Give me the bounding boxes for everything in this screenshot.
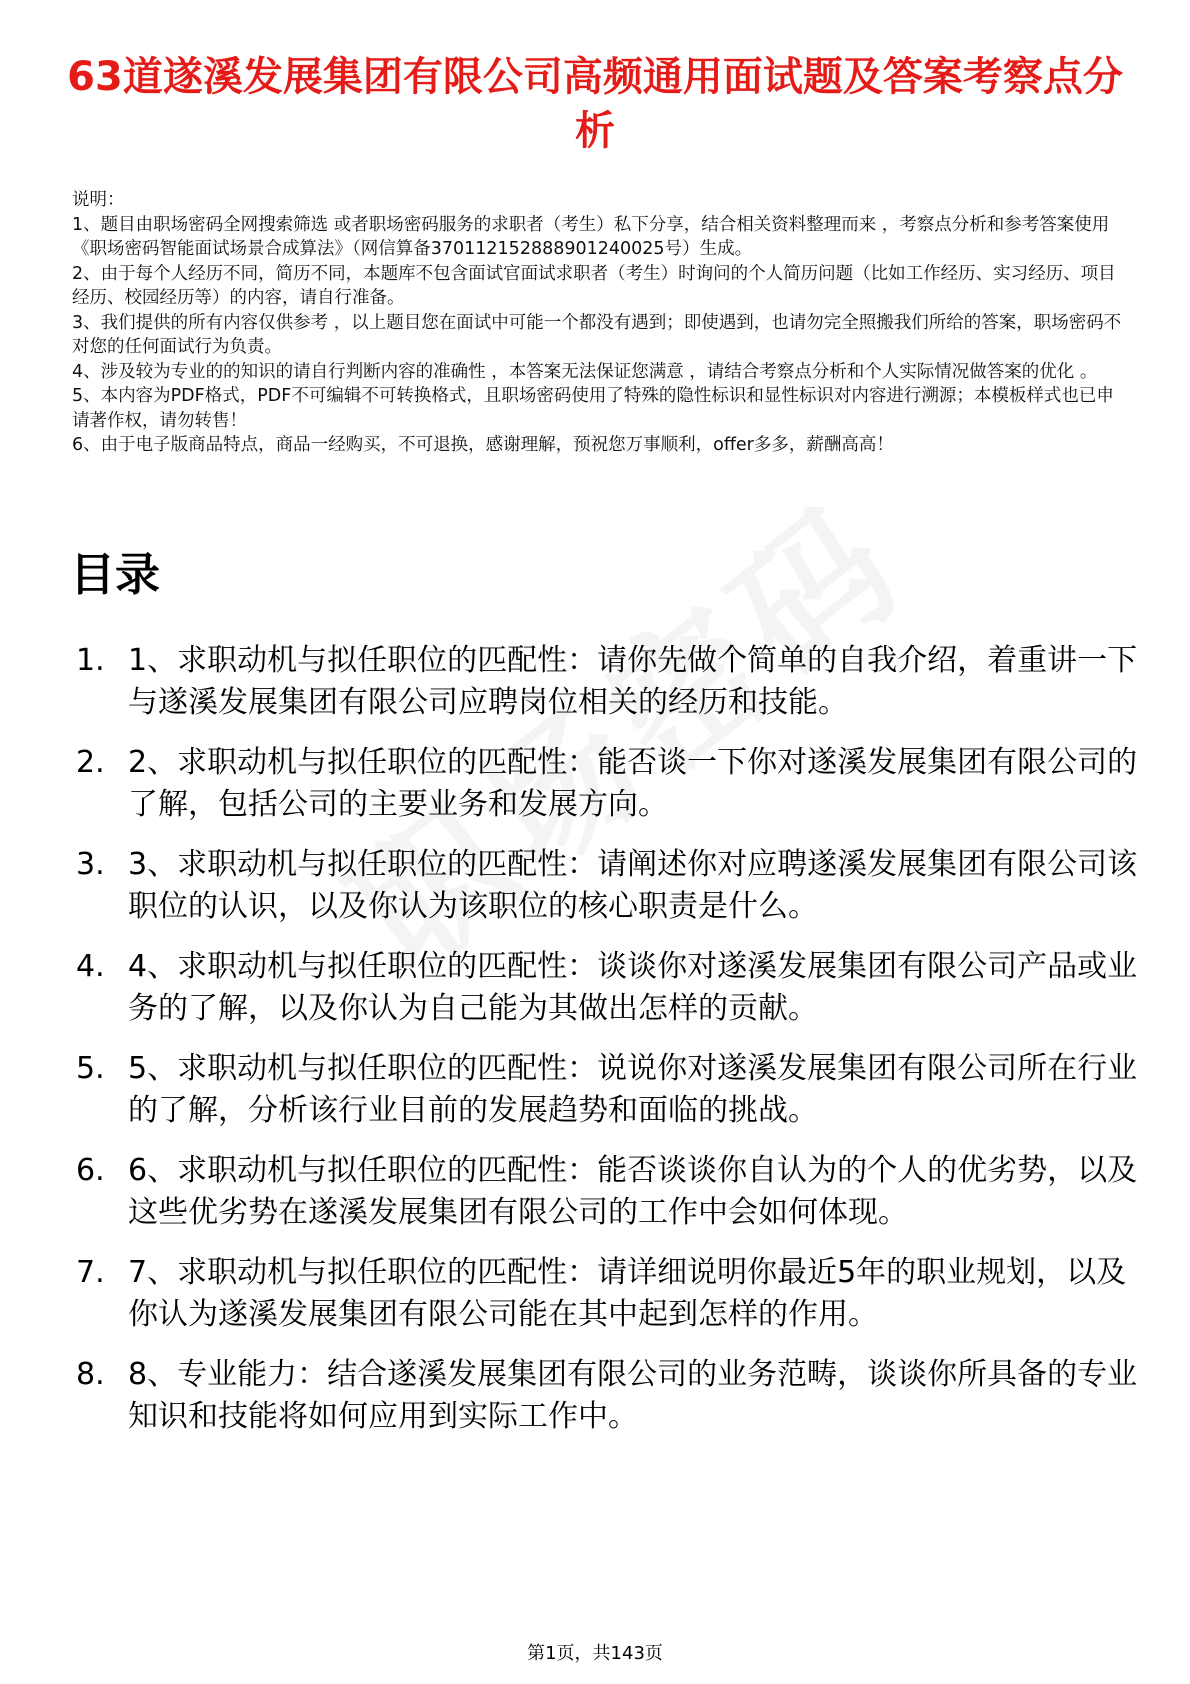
toc-item[interactable] (70, 946, 1145, 1030)
toc-item-text: 8、专业能力：结合遂溪发展集团有限公司的业务范畴，谈谈你所具备的专业知识和技能将如何应用到实际工作中。 (128, 1357, 1138, 1434)
toc-item[interactable] (70, 1354, 1145, 1438)
toc-item-text: 4、求职动机与拟任职位的匹配性：谈谈你对遂溪发展集团有限公司产品或业务的了解，以及你认为自己能为其做出怎样的贡献。 (128, 949, 1138, 1026)
toc-item-text: 6、求职动机与拟任职位的匹配性：能否谈谈你自认为的个人的优劣势，以及这些优劣势在遂溪发展集团有限公司的工作中会如何体现。 (128, 1153, 1138, 1230)
intro-line: 5、本内容为PDF格式，PDF不可编辑不可转换格式，且职场密码使用了特殊的隐性标识和显性标识对内容进行溯源；本模板样式也已申请著作权，请勿转售！ (72, 386, 1114, 431)
toc-heading: 目录 (70, 548, 161, 601)
toc-item-number: 5. (76, 1051, 105, 1086)
toc-item-number: 6. (76, 1153, 105, 1188)
toc-item[interactable] (70, 1150, 1145, 1234)
page-footer: 第1页，共143页 (527, 1643, 663, 1664)
document-title: 63道遂溪发展集团有限公司高频通用面试题及答案考察点分析 (67, 54, 1123, 154)
intro-line: 6、由于电子版商品特点，商品一经购买，不可退换，感谢理解，预祝您万事顺利，offer多多，薪酬高高！ (72, 435, 894, 455)
toc-item-number: 2. (76, 745, 105, 780)
intro-line: 4、涉及较为专业的的知识的请自行判断内容的准确性 ，本答案无法保证您满意 ，请结合考察点分析和个人实际情况做答案的优化 。 (72, 361, 1098, 382)
toc-item-number: 4. (76, 949, 105, 984)
toc-item-text: 1、求职动机与拟任职位的匹配性：请你先做个简单的自我介绍，着重讲一下与遂溪发展集团有限公司应聘岗位相关的经历和技能。 (128, 643, 1138, 720)
toc-item-text: 3、求职动机与拟任职位的匹配性：请阐述你对应聘遂溪发展集团有限公司该职位的认识，以及你认为该职位的核心职责是什么。 (128, 847, 1138, 924)
toc-item[interactable] (70, 844, 1145, 928)
toc-item[interactable] (70, 1252, 1145, 1336)
toc-item[interactable] (70, 742, 1145, 826)
intro-line: 1、题目由职场密码全网搜索筛选 或者职场密码服务的求职者（考生）私下分享，结合相关资料整理而来 ，考察点分析和参考答案使用《职场密码智能面试场景合成算法》（网信算备370112152888901240025号）生成。 (72, 214, 1110, 259)
intro-notes (72, 188, 1122, 458)
toc-item-text: 7、求职动机与拟任职位的匹配性：请详细说明你最近5年的职业规划，以及你认为遂溪发展集团有限公司能在其中起到怎样的作用。 (128, 1255, 1127, 1332)
toc-item[interactable] (70, 1048, 1145, 1132)
toc-item-text: 5、求职动机与拟任职位的匹配性：说说你对遂溪发展集团有限公司所在行业的了解，分析该行业目前的发展趋势和面临的挑战。 (128, 1051, 1138, 1128)
intro-line: 2、由于每个人经历不同，简历不同，本题库不包含面试官面试求职者（考生）时询问的个人简历问题（比如工作经历、实习经历、项目经历、校园经历等）的内容，请自行准备。 (72, 263, 1116, 308)
table-of-contents (70, 640, 1145, 1456)
toc-item-number: 8. (76, 1357, 105, 1392)
toc-item-number: 1. (76, 643, 105, 678)
intro-line: 说明： (72, 190, 125, 210)
toc-item-text: 2、求职动机与拟任职位的匹配性：能否谈一下你对遂溪发展集团有限公司的了解，包括公司的主要业务和发展方向。 (128, 745, 1138, 822)
toc-item-number: 7. (76, 1255, 105, 1290)
intro-line: 3、我们提供的所有内容仅供参考 ，以上题目您在面试中可能一个都没有遇到；即使遇到，也请勿完全照搬我们所给的答案，职场密码不对您的任何面试行为负责。 (72, 312, 1122, 357)
toc-item[interactable] (70, 640, 1145, 724)
toc-item-number: 3. (76, 847, 105, 882)
